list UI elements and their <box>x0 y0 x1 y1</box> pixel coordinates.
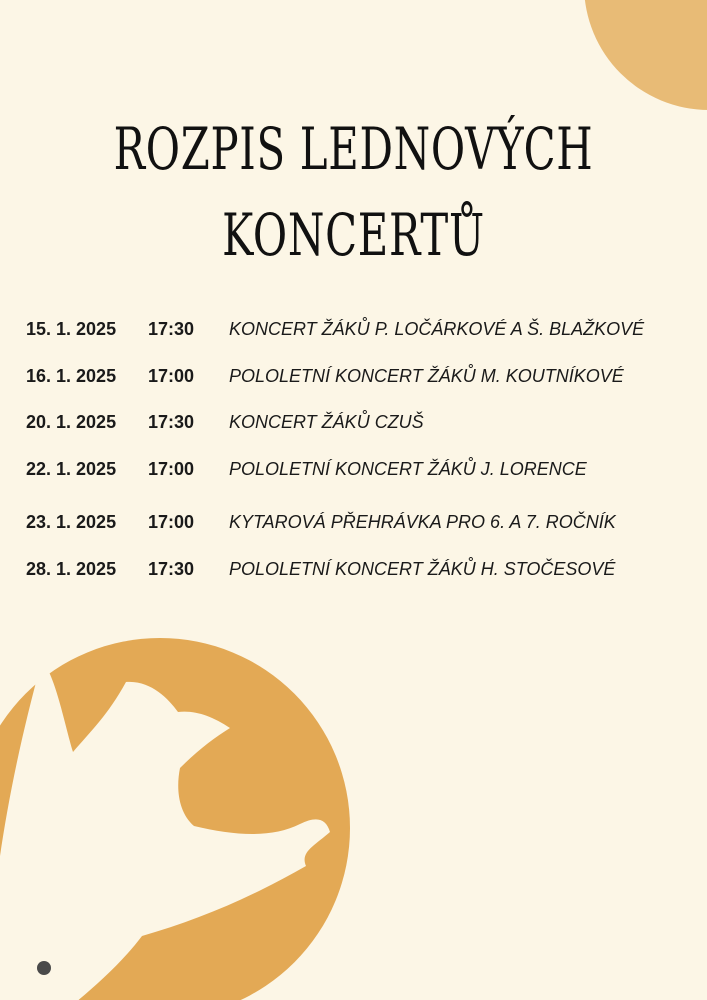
dove-eye <box>37 961 51 975</box>
concert-time: 17:30 <box>148 559 195 579</box>
concert-date: 15. 1. 2025 <box>26 319 117 339</box>
concert-event: POLOLETNÍ KONCERT ŽÁKŮ H. STOČESOVÉ <box>229 559 616 579</box>
concert-time: 17:30 <box>148 319 195 339</box>
schedule-row <box>0 512 707 536</box>
title-line-2: KONCERTŮ <box>222 201 485 269</box>
schedule-row <box>0 559 707 583</box>
concert-event: KONCERT ŽÁKŮ CZUŠ <box>229 412 424 432</box>
concert-time: 17:00 <box>148 459 195 479</box>
dove-illustration <box>0 620 707 1000</box>
concert-time: 17:00 <box>148 366 195 386</box>
concert-date: 28. 1. 2025 <box>26 559 117 579</box>
concert-date: 23. 1. 2025 <box>26 512 117 532</box>
schedule-row <box>0 319 707 343</box>
concert-date: 20. 1. 2025 <box>26 412 117 432</box>
concert-event: KONCERT ŽÁKŮ P. LOČÁRKOVÉ A Š. BLAŽKOVÉ <box>229 319 645 339</box>
concert-date: 16. 1. 2025 <box>26 366 117 386</box>
schedule-row <box>0 366 707 390</box>
schedule-row <box>0 412 707 436</box>
concert-event: KYTAROVÁ PŘEHRÁVKA PRO 6. A 7. ROČNÍK <box>229 512 616 532</box>
schedule-row <box>0 459 707 483</box>
concert-time: 17:30 <box>148 412 195 432</box>
concert-event: POLOLETNÍ KONCERT ŽÁKŮ M. KOUTNÍKOVÉ <box>229 366 624 386</box>
concert-date: 22. 1. 2025 <box>26 459 117 479</box>
concert-time: 17:00 <box>148 512 195 532</box>
concert-event: POLOLETNÍ KONCERT ŽÁKŮ J. LORENCE <box>229 459 587 479</box>
title-line-1: ROZPIS LEDNOVÝCH <box>113 115 594 183</box>
